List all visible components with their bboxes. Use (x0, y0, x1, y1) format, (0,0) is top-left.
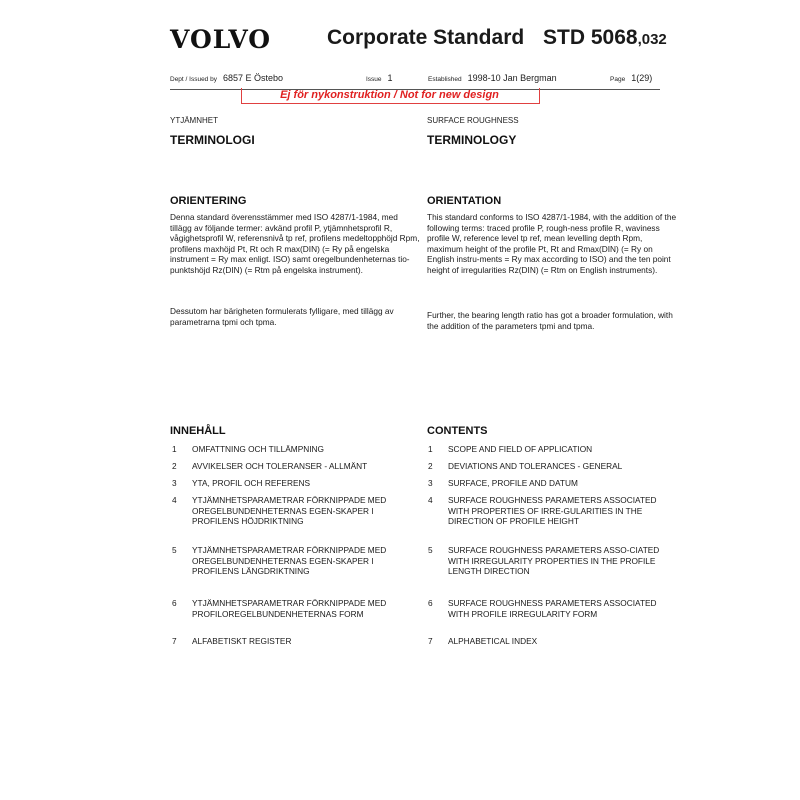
right-orientation-heading: ORIENTATION (427, 195, 502, 207)
left-contents-heading: INNEHÅLL (170, 425, 226, 437)
toc-number: 3 (428, 478, 433, 488)
toc-number: 5 (428, 545, 433, 555)
dept-value: 6857 E Östebo (222, 73, 284, 83)
toc-text: ALFABETISKT REGISTER (192, 636, 292, 646)
established-value: 1998-10 Jan Bergman (467, 73, 557, 83)
toc-item[interactable] (172, 636, 412, 647)
toc-text: YTJÄMNHETSPARAMETRAR FÖRKNIPPADE MED OREGELBUNDENHETERNAS EGEN-SKAPER I PROFILENS LÄNGDRIKTNING (192, 545, 387, 577)
page-label: Page (610, 76, 626, 83)
standard-number (543, 26, 667, 50)
left-orientation-heading: ORIENTERING (170, 195, 247, 207)
toc-text: YTA, PROFIL OCH REFERENS (192, 478, 311, 488)
right-category: SURFACE ROUGHNESS (427, 116, 519, 125)
toc-text: ALPHABETICAL INDEX (448, 636, 538, 646)
toc-text: YTJÄMNHETSPARAMETRAR FÖRKNIPPADE MED OREGELBUNDENHETERNAS EGEN-SKAPER I PROFILENS HÖJDRIKTNING (192, 495, 387, 527)
toc-text: SURFACE, PROFILE AND DATUM (448, 478, 578, 488)
toc-number: 6 (172, 598, 177, 608)
toc-item[interactable] (428, 598, 668, 619)
toc-item[interactable] (428, 478, 668, 489)
standard-number-main: STD 5068 (543, 26, 638, 49)
toc-number: 7 (428, 636, 433, 646)
issue (366, 73, 393, 83)
left-orientation-paragraph-1: Denna standard överensstämmer med ISO 4287/1-1984, med tillägg av följande termer: avkänd profil P, ytjämnhetsprofil R, vågighetsprofil W, referensnivå tp ref, profilens medeltopphöjd Rpm, profilens maxhöjd Pt, Rt och R max(DIN) (= Ry på engelska instrument = Ry max enligt. ISO) samt oregelbundenheternas tio-punktshöjd Rz(DIN) (= Rtm på engelska instrument). (170, 212, 420, 275)
right-orientation-paragraph-1: This standard conforms to ISO 4287/1-1984, with the addition of the following terms: traced profile P, rough-ness profile R, waviness profile W, reference level tp ref, mean levelling depth Rpm, maximum height of the profile Pt, Rt and Rmax(DIN) (= Ry on English instru-ments = Ry max according to ISO) and the ten point height of irregularities Rz(DIN) (= Rtm on English instruments). (427, 212, 677, 275)
toc-text: SCOPE AND FIELD OF APPLICATION (448, 444, 593, 454)
toc-number: 5 (172, 545, 177, 555)
left-category: YTJÄMNHET (170, 116, 218, 125)
right-title: TERMINOLOGY (427, 133, 517, 147)
toc-text: SURFACE ROUGHNESS PARAMETERS ASSOCIATED WITH PROFILE IRREGULARITY FORM (448, 598, 657, 619)
notice-text: Ej för nykonstruktion / Not for new design (280, 89, 499, 101)
toc-text: SURFACE ROUGHNESS PARAMETERS ASSO-CIATED WITH IRREGULARITY PROPERTIES IN THE PROFILE LENGTH DIRECTION (448, 545, 660, 577)
issue-label: Issue (366, 76, 382, 83)
right-orientation-paragraph-2: Further, the bearing length ratio has got a broader formulation, with the addition of the parameters tpmi and tpma. (427, 310, 673, 331)
toc-item[interactable] (428, 495, 668, 527)
toc-number: 4 (428, 495, 433, 505)
left-title: TERMINOLOGI (170, 133, 255, 147)
toc-item[interactable] (172, 495, 412, 527)
toc-text: AVVIKELSER OCH TOLERANSER - ALLMÄNT (192, 461, 368, 471)
established (428, 73, 557, 83)
dept-label: Dept / Issued by (170, 76, 217, 83)
toc-number: 7 (172, 636, 177, 646)
page-value: 1(29) (631, 73, 653, 83)
toc-item[interactable] (428, 444, 668, 455)
toc-text: OMFATTNING OCH TILLÄMPNING (192, 444, 324, 454)
established-label: Established (428, 76, 462, 83)
toc-number: 1 (428, 444, 433, 454)
toc-number: 6 (428, 598, 433, 608)
right-contents-heading: CONTENTS (427, 425, 488, 437)
toc-item[interactable] (428, 461, 668, 472)
toc-text: YTJÄMNHETSPARAMETRAR FÖRKNIPPADE MED PROFILOREGELBUNDENHETERNAS FORM (192, 598, 387, 619)
toc-item[interactable] (172, 545, 412, 577)
volvo-logo: VOLVO (170, 25, 272, 54)
document-type: Corporate Standard (327, 26, 525, 49)
toc-number: 3 (172, 478, 177, 488)
toc-text: SURFACE ROUGHNESS PARAMETERS ASSOCIATED WITH PROPERTIES OF IRRE-GULARITIES IN THE DIRECTION OF PROFILE HEIGHT (448, 495, 657, 527)
toc-item[interactable] (172, 598, 412, 619)
toc-number: 2 (172, 461, 177, 471)
standard-number-suffix: ,032 (637, 31, 667, 48)
page-number (610, 73, 652, 83)
toc-item[interactable] (172, 478, 412, 489)
toc-item[interactable] (172, 444, 412, 455)
dept-issued-by (170, 73, 283, 83)
toc-number: 4 (172, 495, 177, 505)
toc-number: 2 (428, 461, 433, 471)
toc-item[interactable] (428, 545, 668, 577)
toc-item[interactable] (172, 461, 412, 472)
toc-text: DEVIATIONS AND TOLERANCES - GENERAL (448, 461, 623, 471)
left-orientation-paragraph-2: Dessutom har bärigheten formulerats fylligare, med tillägg av parametrarna tpmi och tpma. (170, 306, 394, 327)
issue-value: 1 (387, 73, 393, 83)
toc-item[interactable] (428, 636, 668, 647)
toc-number: 1 (172, 444, 177, 454)
